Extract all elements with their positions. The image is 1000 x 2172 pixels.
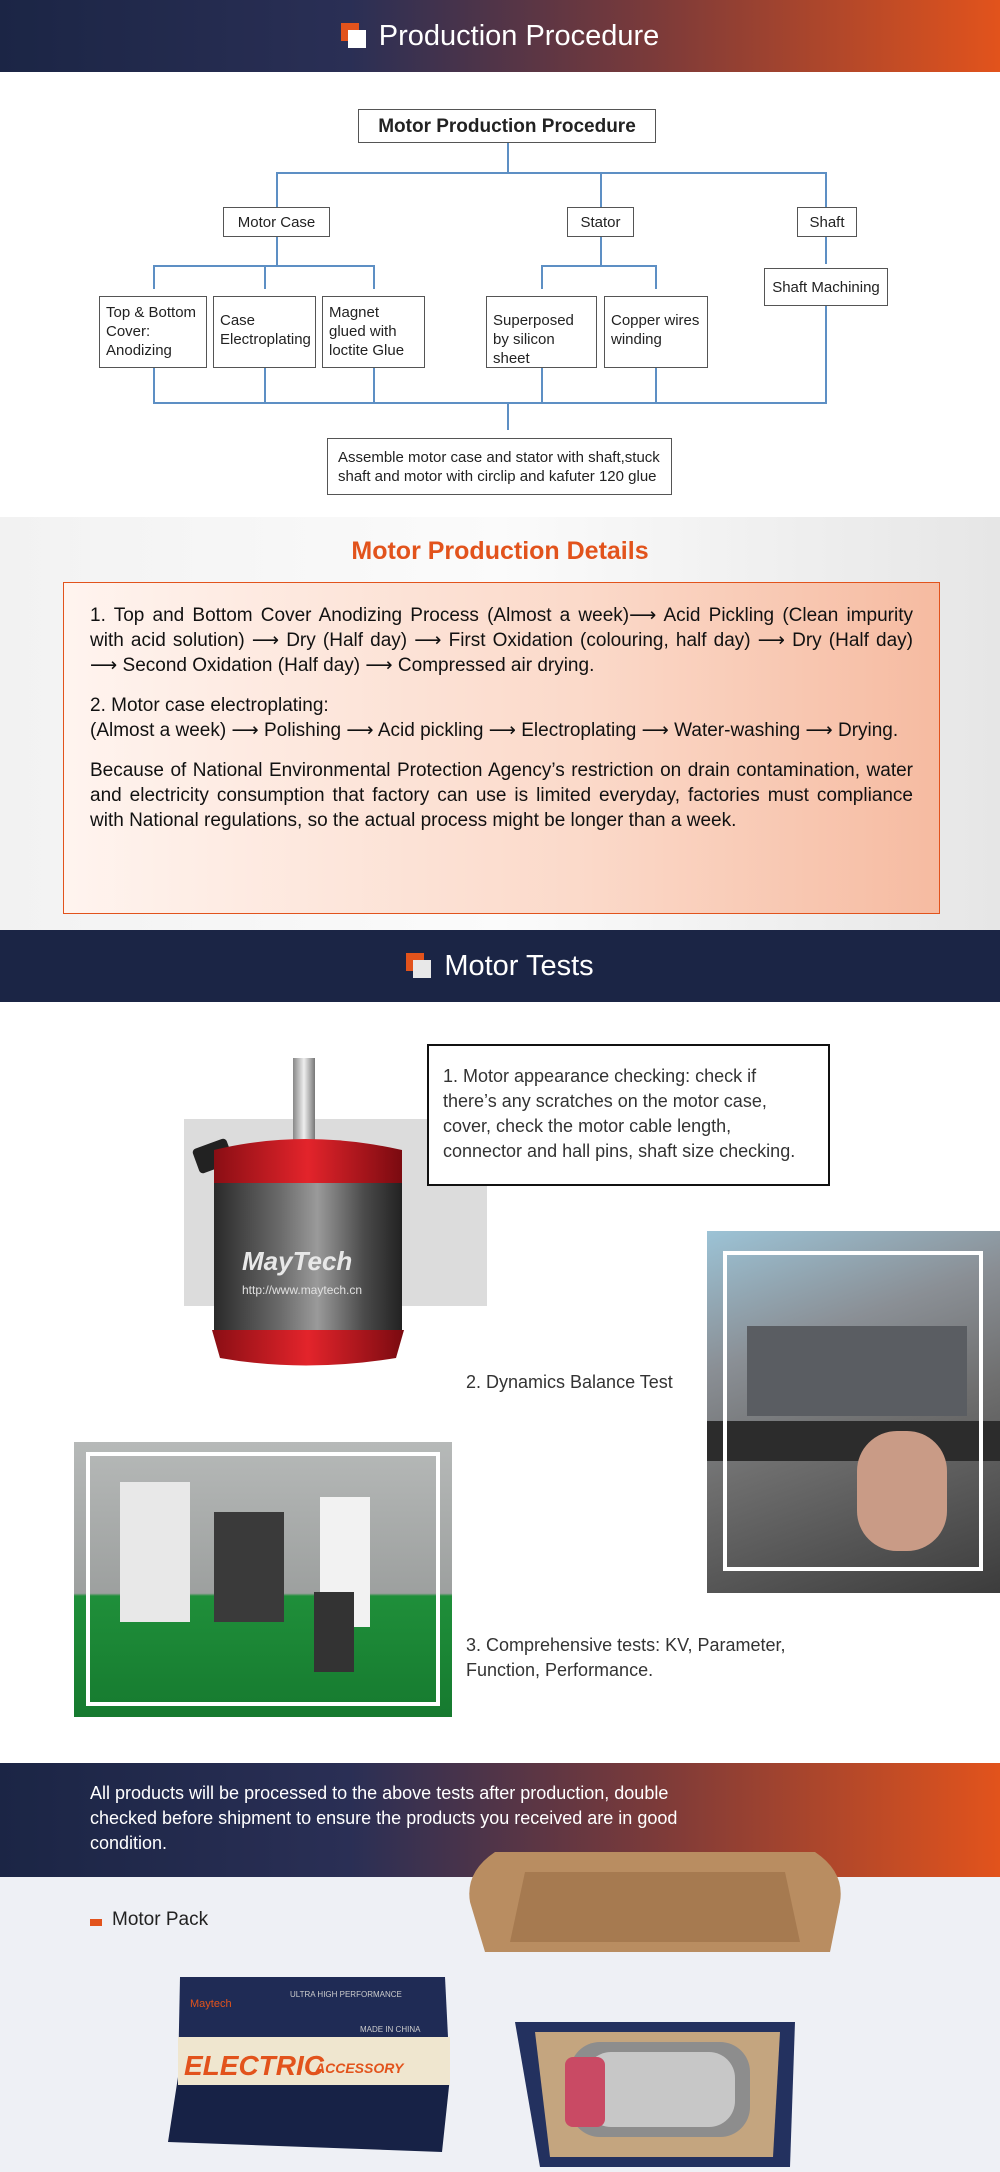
pack-title (90, 1909, 208, 1931)
box-electric-text: ELECTRIC (184, 2050, 324, 2081)
bullet-icon (90, 1919, 102, 1926)
balance-test-label: 2. Dynamics Balance Test (466, 1372, 673, 1392)
assemble-node: Assemble motor case and stator with shaft,stuck shaft and motor with circlip and kafuter 120 glue (327, 438, 672, 495)
production-procedure-banner (0, 0, 1000, 72)
logo-icon (341, 23, 367, 49)
box-brand: Maytech (190, 1998, 232, 2010)
motor-tests-section (0, 1003, 1000, 1763)
motor-tests-banner (0, 930, 1000, 1002)
production-flowchart (0, 72, 1000, 517)
quality-assurance-text: All products will be processed to the above tests after production, double checked before shipment to ensure the products you received are in good condition. (90, 1783, 678, 1853)
copper-wires-node: Copper wires winding (604, 296, 708, 368)
shaft-node: Shaft (797, 207, 857, 237)
case-electroplating-node: Case Electroplating (213, 296, 316, 368)
shaft-machining-node: Shaft Machining (764, 268, 888, 306)
details-heading: Motor Production Details (351, 537, 649, 565)
root-node: Motor Production Procedure (358, 109, 656, 143)
motor-url: http://www.maytech.cn (242, 1283, 363, 1297)
section-title: Production Procedure (378, 19, 660, 52)
motor-brand: MayTech (242, 1246, 353, 1276)
motor-case-node: Motor Case (223, 207, 330, 237)
section-title: Motor Tests (444, 949, 594, 982)
appearance-check-box: 1. Motor appearance checking: check if there’s any scratches on the motor case, cover, check the motor cable length, connector and hall pins, shaft size checking. (427, 1044, 830, 1186)
motor-pack-section (0, 1877, 1000, 2172)
box-accessory-text: ACCESSORY (315, 2060, 404, 2076)
comprehensive-test-photo (74, 1442, 452, 1717)
pack-title-text: Motor Pack (112, 1909, 209, 1930)
motor-box-open-image (455, 1842, 850, 2172)
comprehensive-test-label: 3. Comprehensive tests: KV, Parameter, Function, Performance. (466, 1635, 786, 1680)
production-details-section (0, 517, 1000, 930)
details-paragraph-2-title: 2. Motor case electroplating: (90, 695, 329, 716)
magnet-glued-node: Magnet glued with loctite Glue (322, 296, 425, 368)
motor-image (190, 1058, 420, 1378)
superposed-node: Superposed by silicon sheet (486, 296, 597, 368)
motor-box-closed-image (160, 1957, 460, 2157)
balance-test-photo (707, 1231, 1000, 1593)
box-small-text: ULTRA HIGH PERFORMANCE (290, 1990, 402, 1999)
details-paragraph-2-body: (Almost a week) ⟶ Polishing ⟶ Acid pickling ⟶ Electroplating ⟶ Water-washing ⟶ Drying. (90, 720, 899, 741)
stator-node: Stator (567, 207, 634, 237)
details-paragraph-3: Because of National Environmental Protection Agency’s restriction on drain contamination, water and electricity consumption that factory can use is limited everyday, factories must compliance with National regulations, so the actual process might be longer than a week. (90, 760, 913, 831)
logo-icon (406, 953, 432, 979)
top-bottom-anodizing-node: Top & Bottom Cover: Anodizing (99, 296, 207, 368)
details-paragraph-1: 1. Top and Bottom Cover Anodizing Process (Almost a week)⟶ Acid Pickling (Clean impurity with acid solution) ⟶ Dry (Half day) ⟶ First Oxidation (colouring, half day) ⟶ Dry (Half day) ⟶ Second Oxidation (Half day) ⟶ Compressed air drying. (90, 605, 913, 676)
details-box (63, 582, 940, 914)
box-made-text: MADE IN CHINA (360, 2025, 421, 2034)
